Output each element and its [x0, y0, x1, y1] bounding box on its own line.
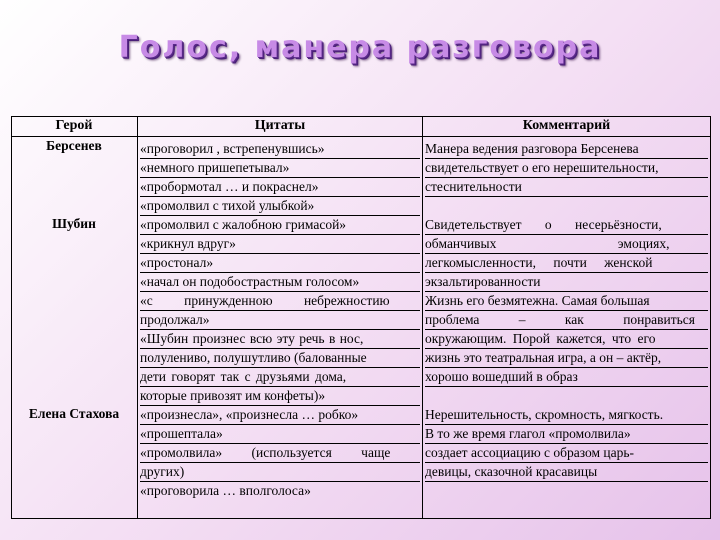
quote-line: «промолвил с тихой улыбкой»: [140, 197, 420, 216]
quote-line: дети говорят так с друзьями дома,: [140, 368, 420, 387]
quote-line: продолжал»: [140, 311, 420, 330]
comment-line: В то же время глагол «промолвила»: [425, 425, 708, 444]
header-quotes: Цитаты: [254, 118, 306, 133]
quote-line: «пробормотал … и покраснел»: [140, 178, 420, 197]
quote-line: других): [140, 463, 420, 482]
quote-line: «проговорила … вполголоса»: [140, 483, 311, 498]
hero-name: Берсенев: [46, 138, 102, 153]
quote-line: «произнесла», «произнесла … робко»: [140, 406, 420, 425]
quote-line: полулениво, полушутливо (балованные: [140, 349, 420, 368]
comment-line: проблема – как понравиться: [425, 311, 708, 330]
table-border-left: [11, 116, 12, 518]
quote-line: «Шубин произнес всю эту речь в нос,: [140, 330, 420, 349]
comment-line: Нерешительность, скромность, мягкость.: [425, 406, 708, 425]
quote-line: «немного пришепетывал»: [140, 159, 420, 178]
quote-line: «с принужденною небрежностию: [140, 292, 420, 311]
column-divider: [422, 116, 423, 518]
comment-line: Жизнь его безмятежна. Самая большая: [425, 292, 708, 311]
comment-line: Манера ведения разговора Берсенева: [425, 140, 708, 159]
comment-line: Свидетельствует о несерьёзности,: [425, 216, 708, 235]
comment-line: создает ассоциацию с образом царь-: [425, 444, 708, 463]
quote-line: «промолвил с жалобною гримасой»: [140, 216, 420, 235]
comment-line: легкомысленности, почти женской: [425, 254, 708, 273]
quote-line: которые привозят им конфеты)»: [140, 387, 420, 406]
hero-name: Шубин: [52, 216, 96, 231]
quote-line: «начал он подобострастным голосом»: [140, 273, 420, 292]
comment-line: стеснительности: [425, 178, 708, 197]
table-border-right: [710, 116, 711, 518]
comment-line: девицы, сказочной красавицы: [425, 463, 708, 482]
table-border-bottom: [11, 518, 711, 519]
header-hero: Герой: [55, 118, 93, 133]
hero-name: Елена Стахова: [28, 406, 120, 421]
comment-line: свидетельствует о его нерешительности,: [425, 159, 708, 178]
comment-line: хорошо вошедший в образ: [425, 368, 708, 387]
comment-line: обманчивых эмоциях,: [425, 235, 708, 254]
quote-line: «простонал»: [140, 254, 420, 273]
comment-line: окружающим. Порой кажется, что его: [425, 330, 708, 349]
quote-line: «прошептала»: [140, 425, 420, 444]
comment-line: жизнь это театральная игра, а он – актёр,: [425, 349, 708, 368]
quote-line: «крикнул вдруг»: [140, 235, 420, 254]
quote-line: «промолвила» (используется чаще: [140, 444, 420, 463]
page-title: Голос, манера разговора: [118, 30, 602, 65]
header-comment: Комментарий: [522, 118, 611, 133]
column-divider: [137, 116, 138, 518]
comment-line: экзальтированности: [425, 273, 708, 292]
quote-line: «проговорил , встрепенувшись»: [140, 140, 420, 159]
header-divider: [11, 136, 711, 137]
